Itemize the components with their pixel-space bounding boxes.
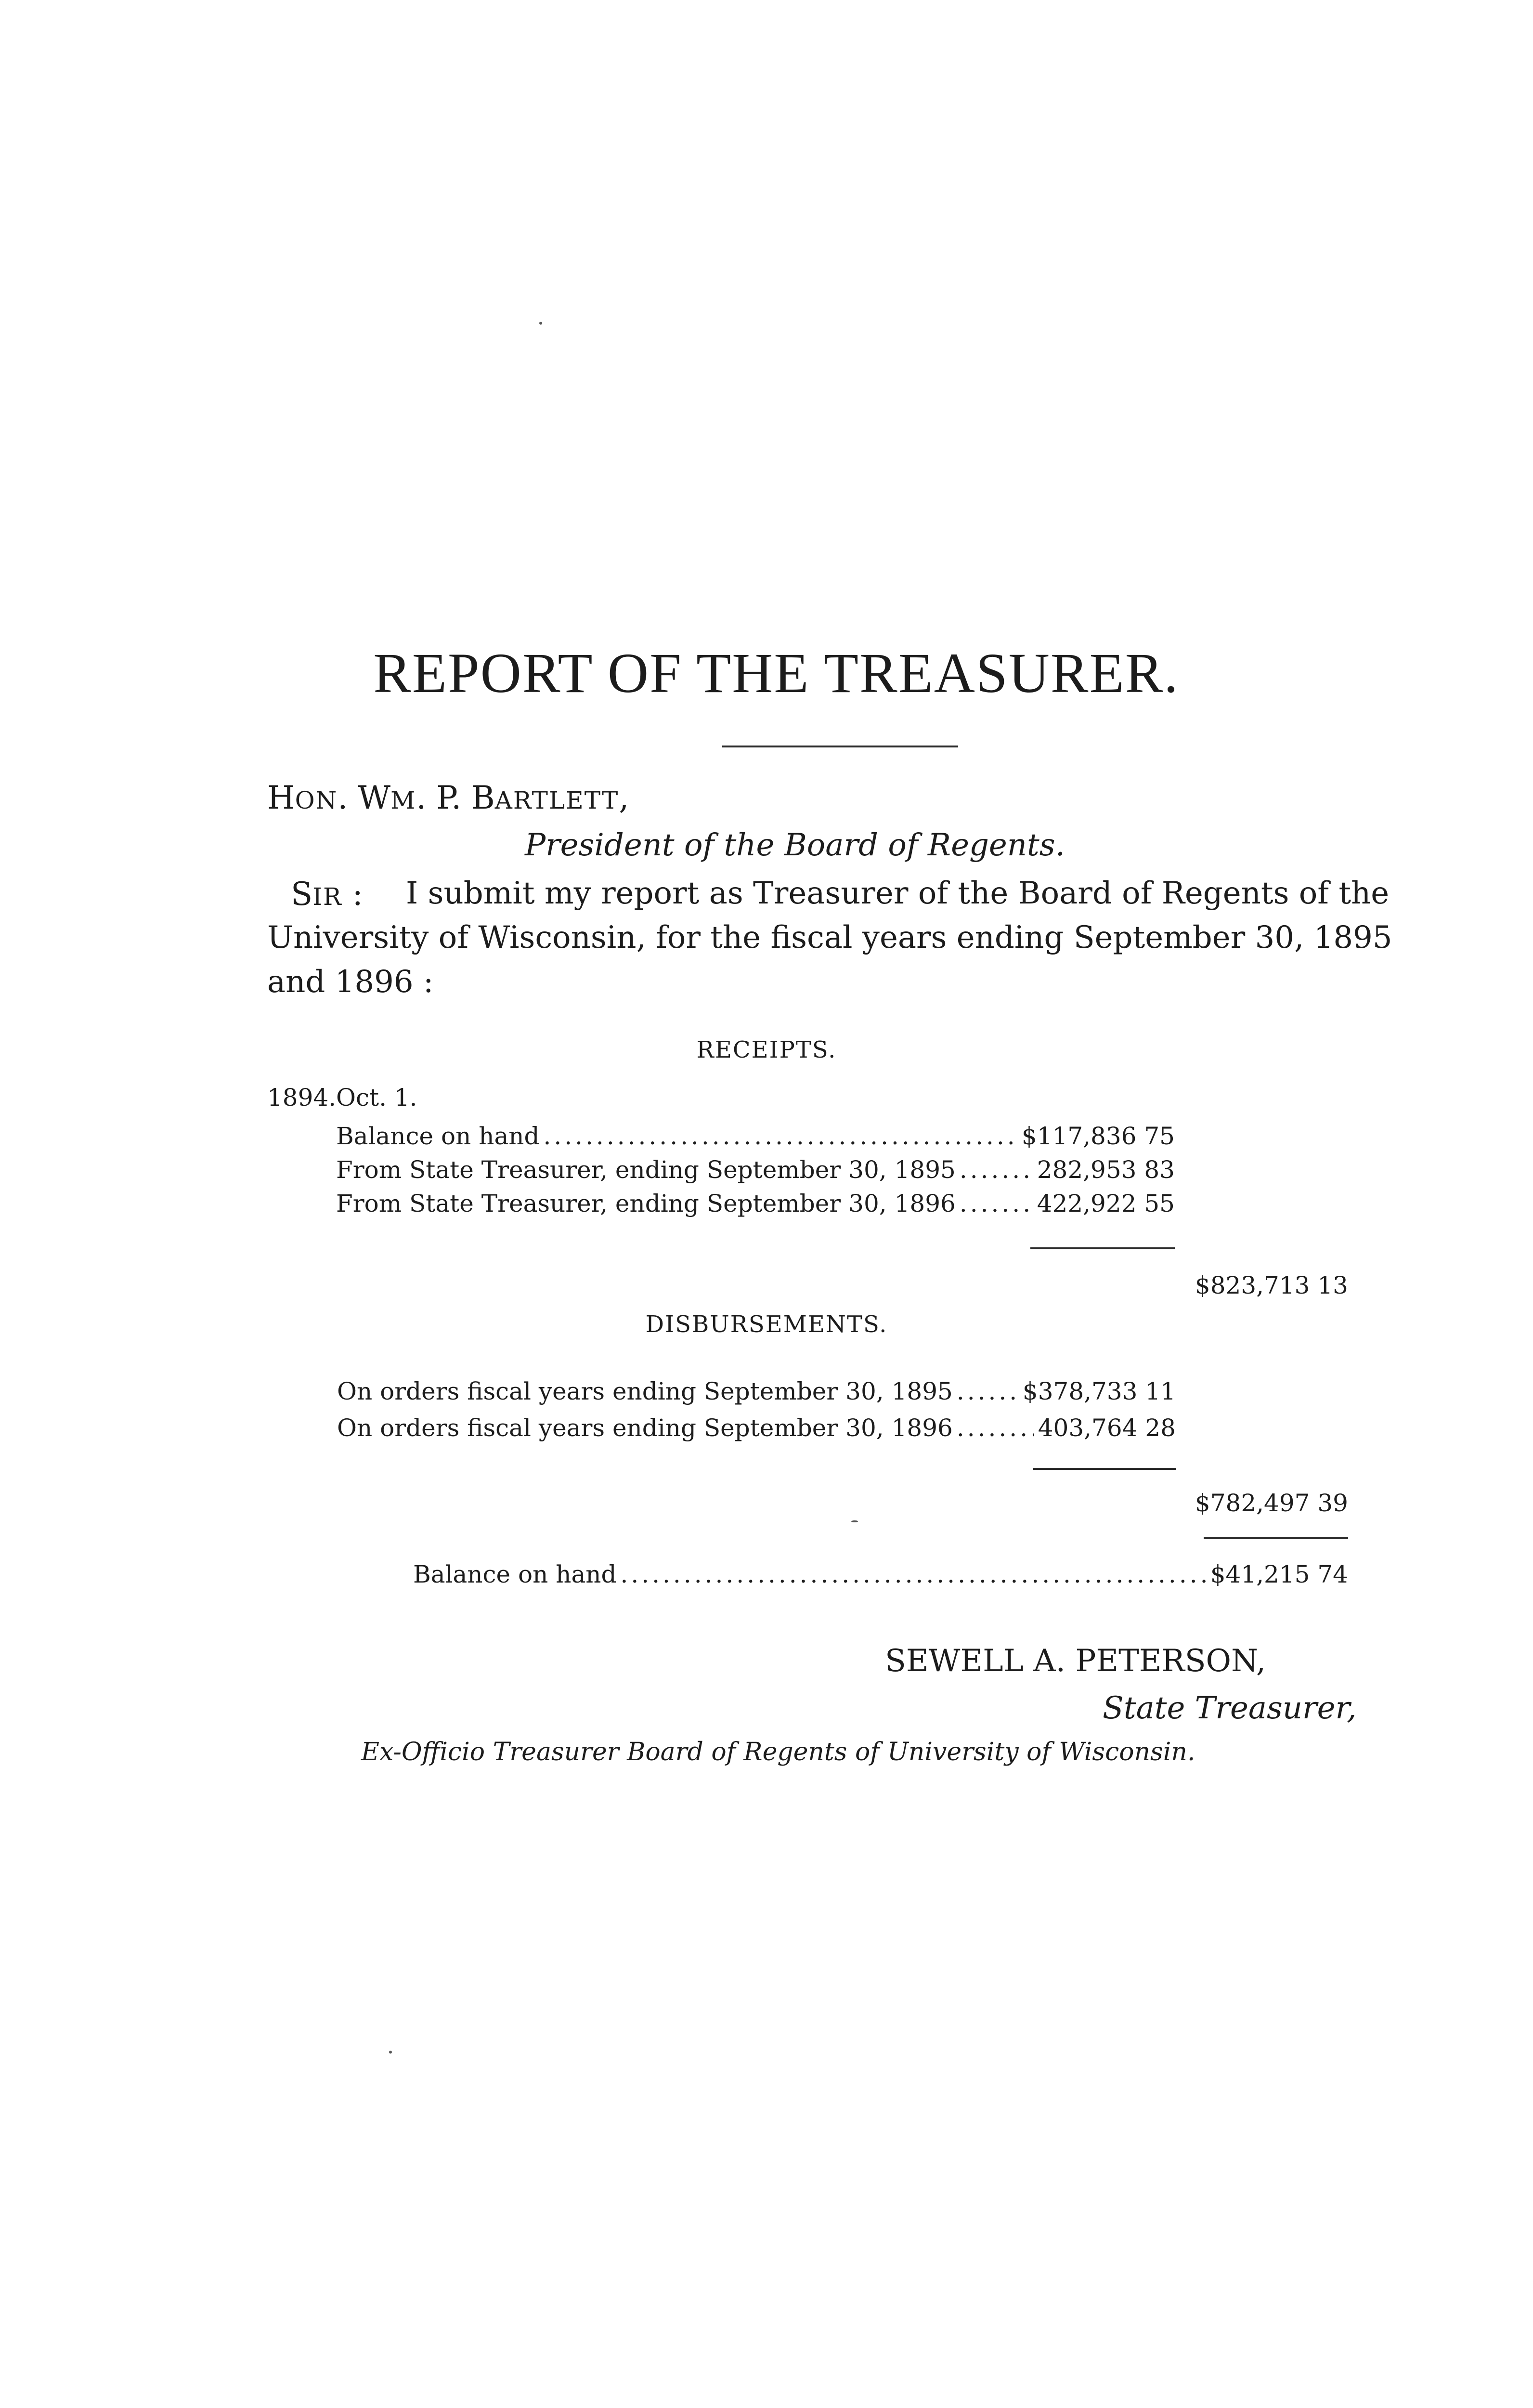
intro-line-3: and 1896 : [267, 964, 434, 1000]
balance-row [413, 1560, 1348, 1588]
dot-leader [960, 1156, 1033, 1184]
receipts-row [336, 1122, 1175, 1150]
disbursements-row-amount: 403,764 28 [1038, 1414, 1176, 1442]
disbursements-row-amount: $378,733 11 [1022, 1377, 1176, 1405]
dot-leader [960, 1190, 1033, 1217]
receipts-row-label: Balance on hand [336, 1122, 540, 1150]
receipts-row-amount: $117,836 75 [1021, 1122, 1175, 1150]
receipts-row [336, 1190, 1175, 1217]
scan-speck [539, 322, 542, 325]
receipts-row-amount: 282,953 83 [1037, 1156, 1175, 1184]
disbursements-row-label: On orders fiscal years ending September 30, 1896 [337, 1414, 953, 1442]
addressee-position: President of the Board of Regents. [525, 827, 1065, 863]
scan-speck [389, 2051, 392, 2054]
receipts-date-year: 1894. [267, 1084, 337, 1112]
balance-label: Balance on hand [413, 1560, 617, 1588]
signature-capacity: Ex-Officio Treasurer Board of Regents of University of Wisconsin. [361, 1738, 1195, 1767]
intro-line-2: University of Wisconsin, for the fiscal years ending September 30, 1895 [267, 920, 1392, 955]
receipts-row-label: From State Treasurer, ending September 30, 1895 [336, 1156, 956, 1184]
addressee-name: HON. WM. P. BARTLETT, [267, 779, 629, 816]
signature-title: State Treasurer, [1103, 1690, 1357, 1726]
balance-amount: $41,215 74 [1210, 1560, 1348, 1588]
receipts-heading: RECEIPTS. [696, 1036, 837, 1063]
receipts-row-amount: 422,922 55 [1037, 1190, 1175, 1217]
receipts-row-label: From State Treasurer, ending September 30, 1896 [336, 1190, 956, 1217]
balance-rule [1204, 1537, 1348, 1539]
dot-leader [543, 1122, 1017, 1150]
signature-name: SEWELL A. PETERSON, [885, 1643, 1266, 1679]
dot-leader [620, 1560, 1206, 1588]
receipts-row [336, 1156, 1175, 1184]
dot-leader [957, 1377, 1019, 1405]
disbursements-heading: DISBURSEMENTS. [645, 1311, 888, 1338]
title-rule [722, 746, 958, 747]
disbursements-row [337, 1414, 1176, 1442]
receipts-date-day: Oct. 1. [336, 1084, 417, 1112]
disbursements-total: $782,497 39 [1195, 1489, 1348, 1517]
salutation: SIR : [291, 876, 363, 913]
receipts-sum-rule [1030, 1247, 1175, 1249]
disbursements-row [337, 1377, 1176, 1405]
intro-line-1: I submit my report as Treasurer of the Board of Regents of the [406, 876, 1390, 911]
disbursements-sum-rule [1033, 1468, 1176, 1470]
dot-leader [957, 1414, 1034, 1442]
disbursements-row-label: On orders fiscal years ending September 30, 1895 [337, 1377, 953, 1405]
page-title: REPORT OF THE TREASURER. [373, 641, 1179, 705]
receipts-total: $823,713 13 [1195, 1271, 1348, 1299]
scan-speck [851, 1520, 858, 1522]
